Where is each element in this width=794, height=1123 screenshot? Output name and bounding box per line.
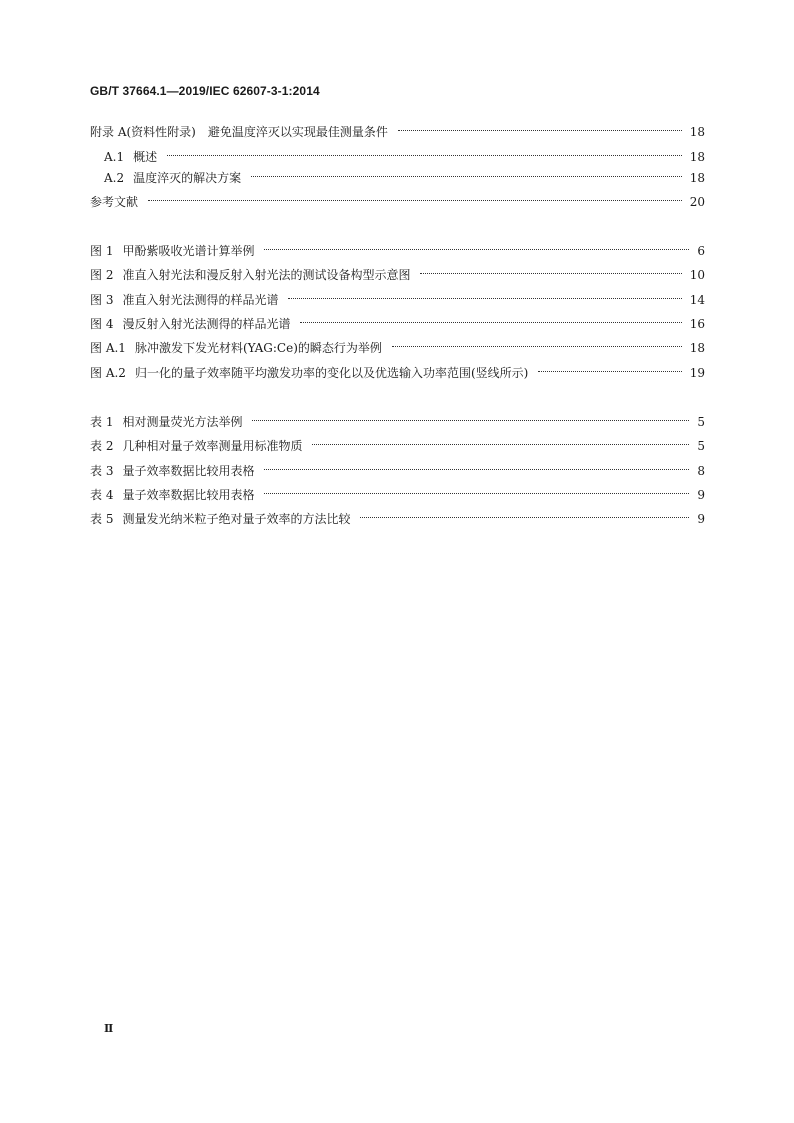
- toc-entry-number: 表 4: [90, 488, 114, 502]
- toc-entry-number: 附录 A: [90, 125, 127, 139]
- toc-entry-page: 8: [697, 464, 705, 478]
- toc-entry-table-2[interactable]: [90, 434, 705, 453]
- toc-entry-page: 19: [689, 366, 705, 380]
- toc-entry-number: 图 4: [90, 317, 114, 331]
- toc-entry-title: 脉冲激发下发光材料(YAG:Ce)的瞬态行为举例: [134, 341, 382, 355]
- toc-entry-number: 表 5: [90, 512, 114, 526]
- toc-entry-title: 漫反射入射光法测得的样品光谱: [122, 317, 291, 331]
- dot-leader: [300, 312, 683, 328]
- toc-entry-figure-1[interactable]: [90, 239, 705, 258]
- toc-entry-number: 表 1: [90, 415, 114, 429]
- toc-entry-title: 测量发光纳米粒子绝对量子效率的方法比较: [122, 512, 351, 526]
- toc-entry-page: 18: [689, 341, 705, 355]
- toc-entry-number: 图 1: [90, 244, 114, 258]
- dot-leader: [420, 263, 683, 279]
- dot-leader: [398, 120, 684, 136]
- dot-leader: [312, 434, 691, 450]
- toc-entry-number: 表 2: [90, 439, 114, 453]
- toc-entry-title: 参考文献: [90, 195, 139, 209]
- dot-leader: [360, 507, 691, 523]
- toc-entry-page: 18: [689, 125, 705, 139]
- toc-entry-table-5[interactable]: [90, 507, 705, 526]
- toc-entry-page: 6: [697, 244, 705, 258]
- toc-entry-title: 概述: [133, 150, 158, 164]
- toc-entry-table-1[interactable]: [90, 410, 705, 429]
- dot-leader: [148, 190, 684, 206]
- dot-leader: [264, 483, 691, 499]
- toc-entry-number: A.2: [104, 171, 125, 185]
- toc-entry-page: 20: [689, 195, 705, 209]
- dot-leader: [264, 459, 691, 475]
- toc-entry-title: 量子效率数据比较用表格: [122, 488, 255, 502]
- toc-entry-figure-3[interactable]: [90, 288, 705, 307]
- toc-entry-page: 18: [689, 171, 705, 185]
- toc-entry-page: 5: [697, 439, 705, 453]
- toc-entry-references[interactable]: [90, 190, 705, 209]
- toc-entry-number: A.1: [104, 150, 125, 164]
- toc-entry-table-4[interactable]: [90, 483, 705, 502]
- dot-leader: [252, 410, 691, 426]
- toc-entry-number: 图 A.1: [90, 341, 126, 355]
- toc-entry-page: 14: [689, 293, 705, 307]
- dot-leader: [251, 166, 684, 182]
- toc-entry-a2[interactable]: [104, 166, 705, 185]
- toc-entry-number: 图 A.2: [90, 366, 126, 380]
- dot-leader: [538, 361, 683, 377]
- toc-entry-page: 9: [697, 512, 705, 526]
- toc-entry-title: 准直入射光法测得的样品光谱: [122, 293, 279, 307]
- dot-leader: [288, 288, 683, 304]
- toc-entry-number: 图 3: [90, 293, 114, 307]
- toc-entry-table-3[interactable]: [90, 459, 705, 478]
- toc-entry-title: 几种相对量子效率测量用标准物质: [122, 439, 303, 453]
- toc-entry-page: 16: [689, 317, 705, 331]
- dot-leader: [392, 336, 684, 352]
- toc-entry-page: 18: [689, 150, 705, 164]
- toc-entry-title: 准直入射光法和漫反射入射光法的测试设备构型示意图: [122, 268, 411, 282]
- toc-entry-title: 甲酚紫吸收光谱计算举例: [122, 244, 255, 258]
- toc-entry-figure-a2[interactable]: [90, 361, 705, 380]
- standard-header: GB/T 37664.1—2019/IEC 62607-3-1:2014: [90, 84, 320, 98]
- toc-entry-page: 9: [697, 488, 705, 502]
- toc-entry-number: 表 3: [90, 464, 114, 478]
- page-number: Ⅱ: [104, 1022, 114, 1035]
- toc-entry-title: 归一化的量子效率随平均激发功率的变化以及优选输入功率范围(竖线所示): [134, 366, 529, 380]
- toc-entry-title: 量子效率数据比较用表格: [122, 464, 255, 478]
- toc-entry-page: 5: [697, 415, 705, 429]
- toc-entry-title: 温度淬灭的解决方案: [133, 171, 242, 185]
- toc-entry-number: 图 2: [90, 268, 114, 282]
- toc-entry-figure-a1[interactable]: [90, 336, 705, 355]
- toc-entry-figure-2[interactable]: [90, 263, 705, 282]
- dot-leader: [167, 145, 684, 161]
- toc-entry-title: (资料性附录) 避免温度淬灭以实现最佳测量条件: [126, 125, 388, 139]
- dot-leader: [264, 239, 691, 255]
- toc-entry-appendix-a[interactable]: [90, 120, 705, 139]
- toc-entry-a1[interactable]: [104, 145, 705, 164]
- toc-entry-figure-4[interactable]: [90, 312, 705, 331]
- toc-entry-page: 10: [689, 268, 705, 282]
- toc-entry-title: 相对测量荧光方法举例: [122, 415, 243, 429]
